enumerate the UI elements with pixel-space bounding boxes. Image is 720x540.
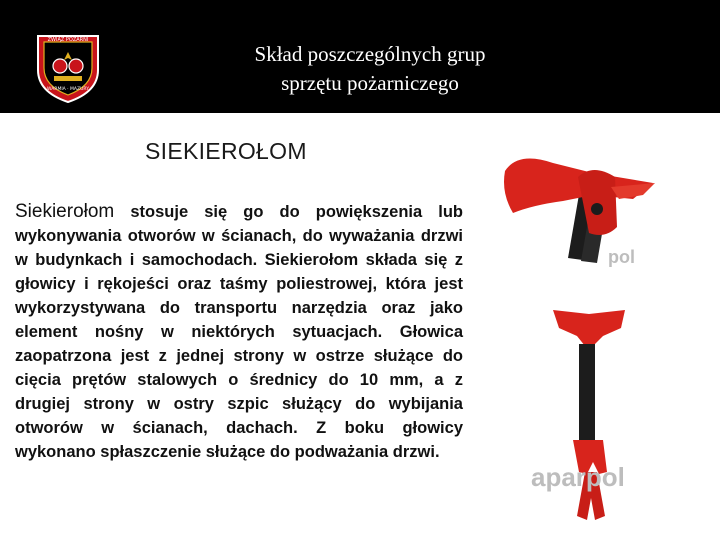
svg-text:WARMIA · MAZURY: WARMIA · MAZURY	[47, 87, 89, 92]
axe-head-image	[493, 143, 691, 295]
header-bar	[0, 0, 720, 113]
description-body: stosuje się go do powiększenia lub wykonywania otworów w ścianach, do wyważania drzwi w budynkach i samochodach. Siekierołom składa się z głowicy i rękojeści oraz taśmy poliestrowej, która jest wykorzystywana do transportu narzędzia oraz jako element nośny w niektórych sytuacjach. Głowica zaopatrzona jest z jednej strony w ostrze służące do cięcia prętów stalowych o średnicy do 10 mm, a z drugiej strony w ostry szpic służący do wybijania otworów w ścianach, dachach. Z boku głowicy wykonano spłaszczenie służące do podważania drzwi.	[15, 203, 463, 461]
photo1-watermark: pol	[608, 247, 635, 267]
svg-text:ZWIĄZ POŻARNI: ZWIĄZ POŻARNI	[47, 37, 89, 43]
fire-brigade-logo	[30, 30, 106, 106]
slide-title	[170, 40, 570, 98]
tool-full-photo	[493, 302, 691, 534]
axe-full-image	[493, 302, 691, 534]
title-line-1: Skład poszczególnych grup	[254, 42, 486, 66]
section-heading: SIEKIEROŁOM	[145, 138, 307, 164]
description-paragraph	[15, 200, 463, 464]
lead-word: Siekierołom	[15, 201, 115, 222]
tool-head-photo	[493, 143, 691, 295]
title-line-2: sprzętu pożarniczego	[281, 71, 459, 95]
photo2-watermark: aparpol	[531, 462, 625, 492]
